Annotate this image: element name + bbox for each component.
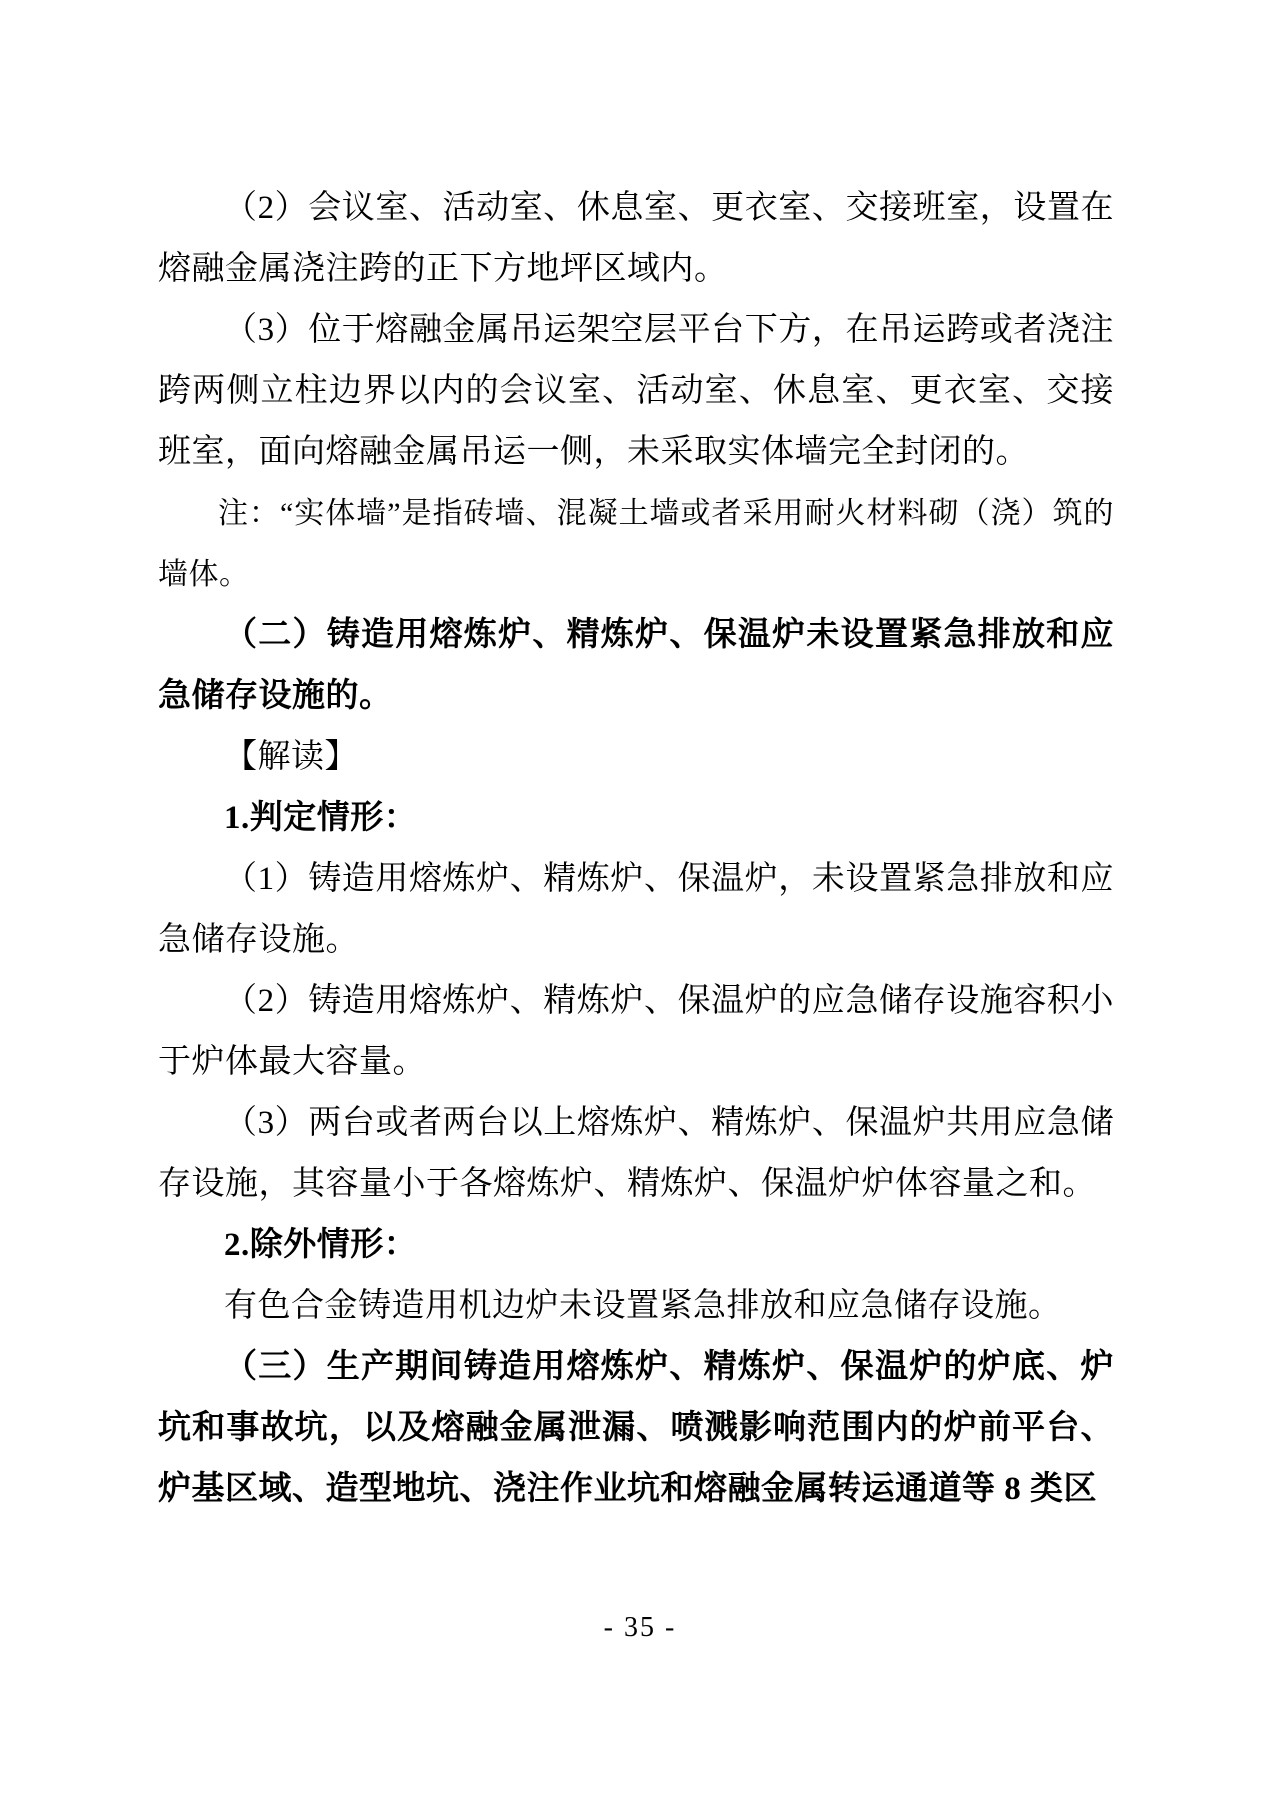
- document-body: [158, 178, 1114, 1520]
- paragraph-judgment-case-2: （2）铸造用熔炼炉、精炼炉、保温炉的应急储存设施容积小于炉体最大容量。: [158, 983, 1114, 1080]
- paragraph-note-solid-wall: 注：“实体墙”是指砖墙、混凝土墙或者采用耐火材料砌（浇）筑的墙体。: [158, 497, 1114, 591]
- page-number: - 35 -: [603, 1612, 677, 1643]
- heading-section-2: （二）铸造用熔炼炉、精炼炉、保温炉未设置紧急排放和应急储存设施的。: [158, 617, 1114, 714]
- paragraph-judgment-case-3: （3）两台或者两台以上熔炼炉、精炼炉、保温炉共用应急储存设施，其容量小于各熔炼炉、精炼炉、保温炉炉体容量之和。: [158, 1105, 1114, 1202]
- paragraph-item-2: （2）会议室、活动室、休息室、更衣室、交接班室，设置在熔融金属浇注跨的正下方地坪区域内。: [158, 190, 1114, 287]
- label-interpretation: 【解读】: [224, 739, 358, 775]
- paragraph-item-3: （3）位于熔融金属吊运架空层平台下方，在吊运跨或者浇注跨两侧立柱边界以内的会议室、活动室、休息室、更衣室、交接班室，面向熔融金属吊运一侧，未采取实体墙完全封闭的。: [158, 312, 1114, 470]
- heading-judgment-cases: 1.判定情形：: [224, 800, 418, 836]
- heading-exception-cases: 2.除外情形：: [224, 1227, 418, 1263]
- paragraph-exception-case: 有色合金铸造用机边炉未设置紧急排放和应急储存设施。: [224, 1288, 1062, 1324]
- paragraph-judgment-case-1: （1）铸造用熔炼炉、精炼炉、保温炉，未设置紧急排放和应急储存设施。: [158, 861, 1114, 958]
- heading-section-3: （三）生产期间铸造用熔炼炉、精炼炉、保温炉的炉底、炉坑和事故坑，以及熔融金属泄漏、喷溅影响范围内的炉前平台、炉基区域、造型地坑、浇注作业坑和熔融金属转运通道等 8 类区: [158, 1349, 1114, 1507]
